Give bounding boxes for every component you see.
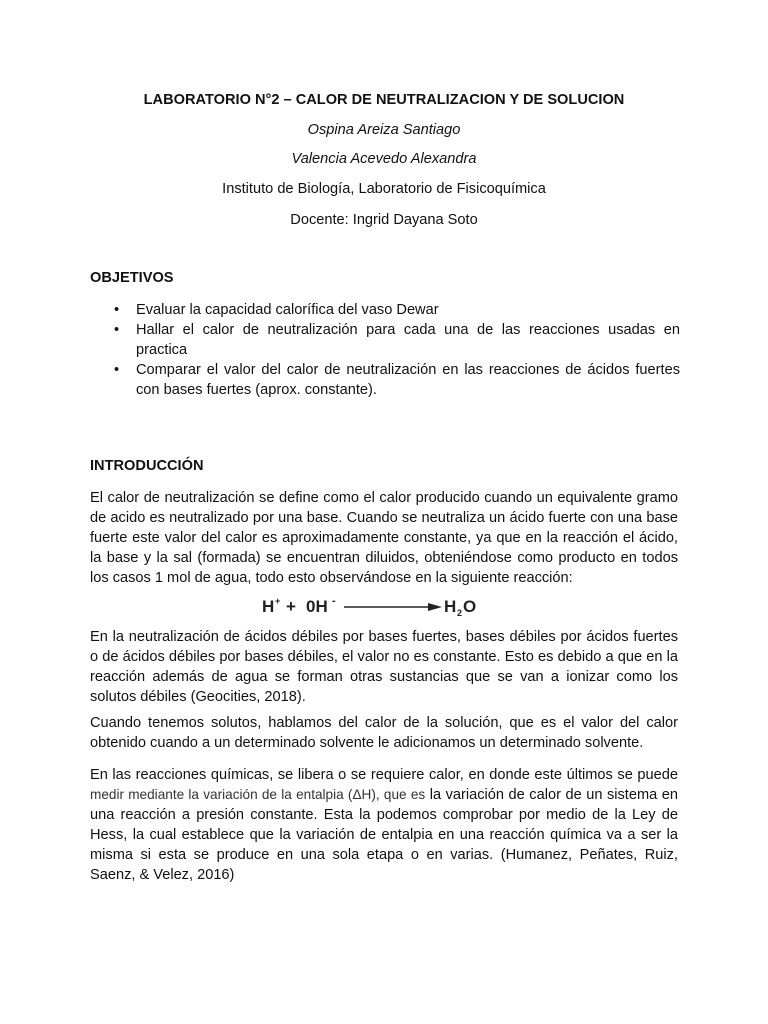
equation-product-h: H	[444, 597, 457, 616]
intro-paragraph-1: El calor de neutralización se define como el calor producido cuando un equivalente gramo de acido es neutralizado por una base. Cuando se neutraliza un ácido fuerte con una base fuerte este valor del calor es aproximadamente constante, ya que en la reacción el ácido, la base y la sal (formada) se encuentran diluidos, obteniéndose como producto en todos los casos 1 mol de agua, todo esto observándose en la siguiente reacción:	[90, 490, 678, 586]
paragraph-4-part-2: medir mediante la variación de la entalpia (ΔH), que es	[90, 787, 426, 802]
equation-product-subscript: 2	[457, 608, 463, 618]
objectives-list	[90, 300, 680, 400]
author-name-1: Ospina Areiza Santiago	[307, 122, 461, 138]
equation-plus: +	[286, 597, 296, 616]
reaction-arrow-icon	[428, 603, 442, 611]
reaction-equation	[262, 594, 512, 620]
equation-reactant-h: H	[262, 597, 275, 616]
objective-item	[90, 300, 680, 320]
introduction-heading: INTRODUCCIÓN	[90, 458, 204, 474]
document-title: LABORATORIO N°2 – CALOR DE NEUTRALIZACION Y DE SOLUCION	[143, 92, 625, 108]
paragraph-4-part-1: En las reacciones químicas, se libera o se requiere calor, en donde este últimos se puede	[90, 767, 678, 783]
teacher-line: Docente: Ingrid Dayana Soto	[290, 212, 478, 228]
intro-paragraph-4	[90, 765, 678, 885]
equation-reactant-h-charge: +	[275, 596, 281, 606]
objective-text: Evaluar la capacidad calorífica del vaso Dewar	[136, 302, 439, 318]
bullet-icon: •	[114, 302, 120, 318]
objective-item	[90, 360, 680, 400]
objective-item	[90, 320, 680, 360]
intro-paragraph-3: Cuando tenemos solutos, hablamos del calor de la solución, que es el valor del calor obtenido cuando a un determinado solvente le adicionamos un determinado solvente.	[90, 715, 678, 751]
intro-paragraph-2: En la neutralización de ácidos débiles por bases fuertes, bases débiles por ácidos fuertes o de ácidos débiles por bases débiles, el valor no es constante. Esto es debido a que en la reacción además de agua se forman otras sustancias que se van a ionizar como los solutos débiles (Geocities, 2018).	[90, 629, 678, 705]
bullet-icon: •	[114, 322, 120, 338]
equation-reactant-oh: 0H	[306, 597, 328, 616]
author-name-2: Valencia Acevedo Alexandra	[291, 151, 477, 167]
bullet-icon: •	[114, 362, 120, 378]
institute-line: Instituto de Biología, Laboratorio de Fisicoquímica	[222, 181, 546, 197]
equation-product-o: O	[463, 597, 477, 616]
paragraph-4-part-3: la variación de calor de un sistema en una reacción a presión constante. Esta la podemos comprobar por medio de la Ley de Hess, la cual establece que la variación de entalpia en una reacción química va a ser la misma si esta se produce en una sola etapa o en varias. (Humanez, Peñates, Ruiz, Saenz, & Velez, 2016)	[90, 787, 678, 883]
objective-text: Hallar el calor de neutralización para cada una de las reacciones usadas en practica	[136, 322, 680, 358]
objective-text: Comparar el valor del calor de neutralización en las reacciones de ácidos fuertes con bases fuertes (aprox. constante).	[136, 362, 680, 398]
objectives-heading: OBJETIVOS	[90, 270, 174, 286]
equation-reactant-oh-charge: -	[332, 595, 336, 607]
